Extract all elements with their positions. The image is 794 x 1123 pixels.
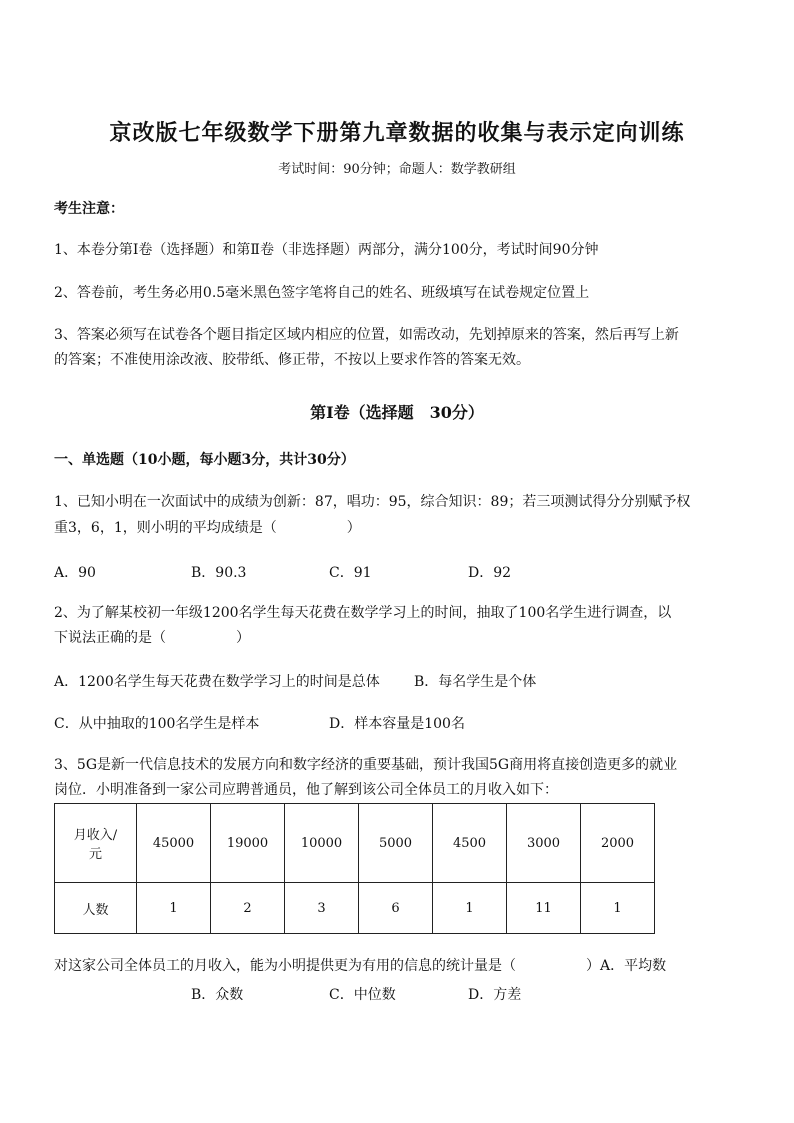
- q1-option-b: B．90.3: [191, 565, 247, 581]
- q1-stem-close: ）: [346, 520, 361, 536]
- count-cell: 1: [433, 883, 507, 934]
- income-table: [54, 803, 655, 934]
- count-row: [55, 883, 655, 934]
- part-heading: 一、单选题（10小题，每小题3分，共计30分）: [54, 452, 355, 468]
- income-header-cell: [55, 804, 137, 883]
- q1-stem: 1、已知小明在一次面试中的成绩为创新：87，唱功：95，综合知识：89；若三项测试得分分别赋予权: [54, 494, 691, 510]
- income-cell: 19000: [211, 804, 285, 883]
- income-cell: 2000: [581, 804, 655, 883]
- count-cell: 6: [359, 883, 433, 934]
- page-title: 京改版七年级数学下册第九章数据的收集与表示定向训练: [109, 120, 685, 146]
- q3-stem: 3、5G是新一代信息技术的发展方向和数字经济的重要基础，预计我国5G商用将直接创造更多的就业: [54, 757, 678, 773]
- notice-item-2: 2、答卷前，考生务必用0.5毫米黑色签字笔将自己的姓名、班级填写在试卷规定位置上: [54, 285, 590, 301]
- q3-question: [54, 956, 666, 976]
- count-cell: 11: [507, 883, 581, 934]
- q3-option-d: D．方差: [468, 987, 522, 1003]
- q2-option-c: C．从中抽取的100名学生是样本: [54, 716, 260, 732]
- q1-option-d: D．92: [468, 565, 512, 581]
- q1-option-c: C．91: [329, 565, 372, 581]
- income-cell: 3000: [507, 804, 581, 883]
- q3-option-a: ）A．平均数: [586, 958, 667, 974]
- count-cell: 1: [137, 883, 211, 934]
- q2-option-a: A．1200名学生每天花费在数学学习上的时间是总体: [54, 674, 380, 690]
- income-cell: 5000: [359, 804, 433, 883]
- income-header-line1: 月收入/: [73, 828, 118, 843]
- q2-stem-text: 下说法正确的是（: [54, 630, 166, 646]
- count-cell: 3: [285, 883, 359, 934]
- income-cell: 10000: [285, 804, 359, 883]
- q2-option-b: B．每名学生是个体: [414, 674, 537, 690]
- q3-option-b: B．众数: [191, 987, 244, 1003]
- income-cell: 45000: [137, 804, 211, 883]
- notice-item-1: 1、本卷分第Ⅰ卷（选择题）和第Ⅱ卷（非选择题）两部分，满分100分，考试时间90分钟: [54, 242, 599, 258]
- income-cell: 4500: [433, 804, 507, 883]
- count-cell: 2: [211, 883, 285, 934]
- income-row: [55, 804, 655, 883]
- notice-item-3: 3、答案必须写在试卷各个题目指定区域内相应的位置，如需改动，先划掉原来的答案，然后再写上新: [54, 327, 679, 343]
- exam-info: 考试时间：90分钟；命题人：数学教研组: [278, 162, 516, 177]
- q1-option-a: A．90: [54, 565, 96, 581]
- q3-question-text: 对这家公司全体员工的月收入，能为小明提供更为有用的信息的统计量是（: [54, 958, 516, 974]
- q2-option-d: D．样本容量是100名: [329, 716, 465, 732]
- count-cell: 1: [581, 883, 655, 934]
- income-header-line2: 元: [88, 847, 102, 862]
- q1-stem-cont: [54, 518, 361, 538]
- notice-heading: 考生注意：: [54, 201, 124, 217]
- notice-item-3-cont: 的答案；不准使用涂改液、胶带纸、修正带，不按以上要求作答的答案无效。: [54, 352, 530, 368]
- q2-stem-cont: [54, 628, 250, 648]
- q2-stem-close: ）: [236, 630, 250, 646]
- q3-option-c: C．中位数: [329, 987, 396, 1003]
- q1-stem-text: 重3，6，1，则小明的平均成绩是（: [54, 520, 277, 536]
- q3-stem-cont: 岗位．小明准备到一家公司应聘普通员，他了解到该公司全体员工的月收入如下：: [54, 782, 558, 798]
- section-title: 第Ⅰ卷（选择题 30分）: [310, 403, 484, 422]
- q2-stem: 2、为了解某校初一年级1200名学生每天花费在数学学习上的时间，抽取了100名学生进行调查，以: [54, 605, 672, 621]
- count-header-cell: 人数: [55, 883, 137, 934]
